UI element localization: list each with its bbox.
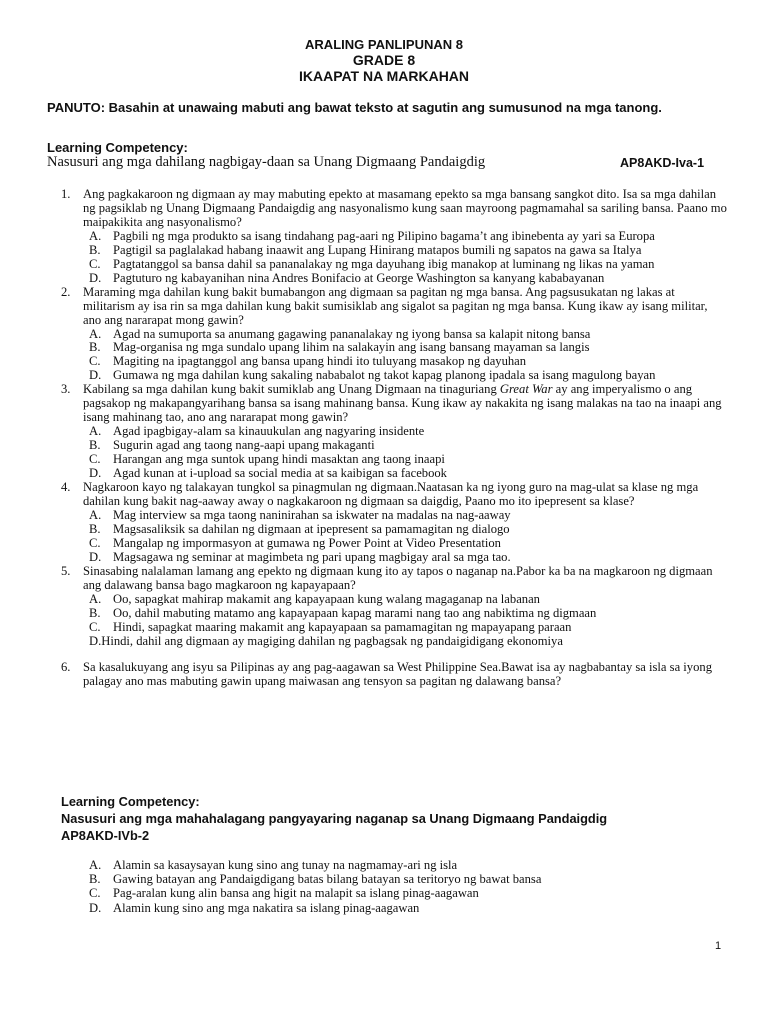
option[interactable]: C. Pag-aralan kung alin bansa ang higit na malapit sa islang pinag-aagawan [89, 886, 479, 901]
option[interactable]: C. Magiting na ipagtanggol ang bansa upang hindi ito tuluyang masakop ng dayuhan [89, 354, 527, 369]
great-war-term: Great War [499, 382, 553, 397]
option[interactable]: A. Pagbili ng mga produkto sa isang tindahang pag-aari ng Pilipino bagama’t ang ibinebenta ay yari sa Europa [89, 228, 655, 243]
subject-title: ARALING PANLIPUNAN 8 [305, 37, 463, 52]
question-list [0, 188, 768, 689]
question-number: 2. [61, 284, 71, 299]
option[interactable]: C. Pagtatanggol sa bansa dahil sa pananalakay ng mga dayuhang ibig manakop at luminang ng likas na yaman [89, 256, 655, 271]
option[interactable]: C. Mangalap ng impormasyon at gumawa ng Power Point at Video Presentation [89, 535, 501, 550]
option[interactable]: B. Pagtigil sa paglalakad habang inaawit ang Lupang Hinirang matapos bumili ng sapatos na gawa sa Italya [89, 242, 642, 257]
grade-title: GRADE 8 [352, 52, 416, 68]
instructions: PANUTO: Basahin at unawaing mabuti ang bawat teksto at sagutin ang sumusunod na mga tanong. [47, 100, 662, 115]
question-text: Nagkaroon kayo ng talakayan tungkol sa pinagmulan ng digmaan.Naatasan ka ng iyong guro na mag-ulat sa klase ng mga dahilan kung bakit nag-aaway away o nagkakaroon ng digmaan sa daigdig, Paano mo ito ipepresent sa klase? [83, 480, 699, 508]
option[interactable]: D. Magsagawa ng seminar at magimbeta ng pari upang magbigay aral sa mga tao. [89, 549, 511, 564]
option-list [83, 509, 728, 565]
option[interactable]: C. Hindi, sapagkat maaring makamit ang kapayapaan sa pamamagitan ng mapayapang paraan [89, 619, 572, 634]
competency-1-code: AP8AKD-Iva-1 [620, 156, 705, 170]
competency-2-label: Learning Competency: [61, 794, 200, 809]
quarter-title: IKAAPAT NA MARKAHAN [298, 68, 470, 84]
question-1 [0, 188, 728, 286]
option[interactable]: D. Agad kunan at i-upload sa social media at sa kaibigan sa facebook [89, 466, 447, 481]
question-number: 4. [61, 480, 71, 495]
competency-2 [61, 793, 741, 844]
question-number: 5. [61, 563, 71, 578]
option[interactable]: B. Sugurin agad ang taong nang-aapi upang makaganti [89, 438, 375, 453]
competency-1-text: Nasusuri ang mga dahilang nagbigay-daan sa Unang Digmaang Pandaigdig [47, 154, 486, 170]
question-text: Ang pagkakaroon ng digmaan ay may mabuting epekto at masamang epekto sa mga bansang sangkot dito. Isa sa mga dahilan ng pagsiklab ng Unang Digmaang Pandaigdig ang nasyonalismo kung saan mayroong pagmamahal sa sariling bansa. Paano mo maipakikita ang nasyonalismo? [83, 187, 727, 229]
option[interactable]: D.Hindi, dahil ang digmaan ay magiging dahilan ng pagbagsak ng pandaigidigang ekonomiya [89, 633, 563, 648]
option[interactable]: B. Gawing batayan ang Pandaigdigang batas bilang batayan sa teritoryo ng bawat bansa [89, 872, 542, 887]
option[interactable]: D. Gumawa ng mga dahilan kung sakaling nababalot ng takot kapag planong ipadala sa isang magulong bayan [89, 368, 656, 383]
option[interactable]: C. Harangan ang mga suntok upang hindi masaktan ang taong inaapi [89, 452, 445, 467]
option[interactable]: A. Agad na sumuporta sa anumang gagawing pananalakay ng iyong bansa sa kalapit nitong bansa [89, 326, 591, 341]
option[interactable]: B. Mag-organisa ng mga sundalo upang lihim na salakayin ang isang bansang mayaman sa langis [89, 340, 590, 355]
question-3 [0, 383, 728, 481]
competency-2-text: Nasusuri ang mga mahahalagang pangyayaring naganap sa Unang Digmaang Pandaigdig [61, 811, 608, 826]
question-5 [0, 565, 728, 649]
question-text: Sinasabing nalalaman lamang ang epekto ng digmaan kung ito ay tapos o naganap na.Pabor ka ba na magkaroon ng digmaan ang dalawang bansa bago magkaroon ng kapayapaan? [83, 563, 713, 592]
question-number: 1. [61, 187, 71, 201]
option-list [83, 593, 728, 649]
page-number: 1 [715, 940, 722, 952]
question-6 [0, 661, 728, 689]
option[interactable]: A. Alamin sa kasaysayan kung sino ang tunay na nagmamay-ari ng isla [89, 858, 458, 872]
competency-1-label: Learning Competency: [47, 140, 188, 155]
option-list [83, 425, 728, 481]
option-list [83, 328, 728, 384]
question-4 [0, 481, 728, 565]
question-text: Maraming mga dahilan kung bakit bumabangon ang digmaan sa pagitan ng mga bansa. Ang pagsusukatan ng lakas at militarism ay isa rin sa mga dahilan kung bakit sumisiklab ang sigalot sa pagitan ng mga bansa. Kung ikaw ay isang militar, ano ang nararapat mong gawin? [83, 284, 708, 327]
option[interactable]: A. Agad ipagbigay-alam sa kinauukulan ang nagyaring insidente [89, 424, 425, 439]
question-6-options [0, 858, 768, 915]
option[interactable]: D. Alamin kung sino ang mga nakatira sa islang pinag-aagawan [89, 900, 420, 915]
question-text: Sa kasalukuyang ang isyu sa Pilipinas ay ang pag-aagawan sa West Philippine Sea.Bawat isa ay nagbabantay sa isla sa iyong palagay ano mas mabuting gawin upang maiwasan ang tensyon sa pagitan ng dalawang bansa? [83, 660, 712, 689]
option-list [83, 230, 728, 286]
option[interactable]: D. Pagtuturo ng kabayanihan nina Andres Bonifacio at George Washington sa kanyang kababayanan [89, 270, 605, 285]
question-number: 3. [61, 382, 71, 397]
question-number: 6. [61, 660, 71, 675]
option[interactable]: B. Oo, dahil mabuting matamo ang kapayapaan kapag marami nang tao ang nabiktima ng digmaan [89, 605, 597, 620]
question-2 [0, 286, 728, 384]
option[interactable]: B. Magsasaliksik sa dahilan ng digmaan at ipepresent sa pamamagitan ng dialogo [89, 521, 510, 536]
option[interactable]: A. Oo, sapagkat mahirap makamit ang kapayapaan kung walang magaganap na labanan [89, 591, 540, 606]
question-text: Kabilang sa mga dahilan kung bakit sumiklab ang Unang Digmaan na tinaguriang Great War ay ang imperyalismo o ang pagsakop ng makapangyarihang bansa sa isang mahinang bansa. Kung ikaw ay nakakita ng isang malakas na tao na inaapi ang isang mahinang tao, ano ang nararapat mong gawin? [83, 382, 722, 425]
competency-2-code: AP8AKD-IVb-2 [61, 828, 150, 843]
option[interactable]: A. Mag interview sa mga taong naninirahan sa iskwater na madalas na nag-aaway [89, 507, 511, 522]
